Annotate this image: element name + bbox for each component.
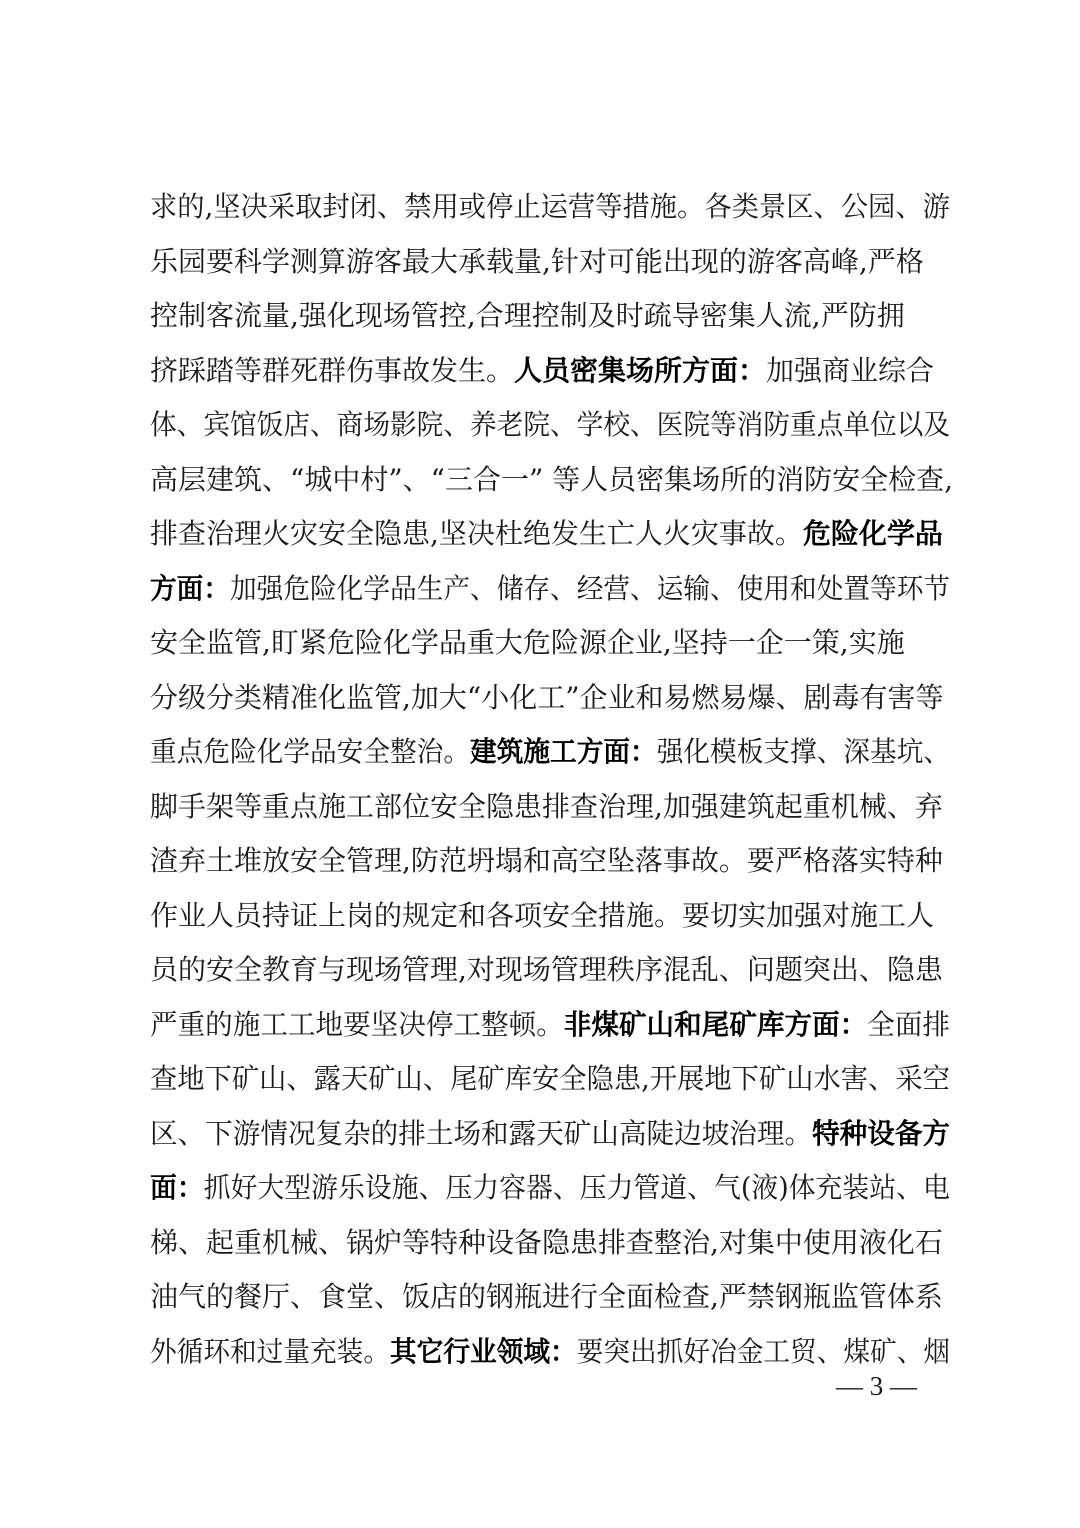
text-line [150,998,951,1053]
body-text: 油气的餐厅、食堂、饭店的钢瓶进行全面检查,严禁钢瓶监管体系 [150,1280,943,1313]
section-heading: 人员密集场所方面： [514,353,767,387]
document-body [150,180,954,1379]
section-heading: 方面： [150,571,231,605]
section-heading: 危险化学品 [802,517,943,550]
text-line [150,616,950,671]
body-text: 全面排 [867,1007,951,1041]
section-heading: 其它行业领域： [390,1334,577,1368]
body-text: 排查治理火灾安全隐患,坚决杜绝发生亡人火灾事故。 [150,517,803,550]
section-heading: 面： [150,1171,204,1204]
body-text: 加强危险化学品生产、储存、经营、运输、使用和处置等环节 [230,571,951,605]
text-line [150,453,954,508]
body-text: 抓好大型游乐设施、压力容器、压力管道、气(液)体充装站、电 [203,1171,950,1204]
text-line [150,725,951,780]
text-line [150,1052,950,1107]
text-line [150,180,950,235]
text-line [150,562,951,617]
text-line [150,1216,950,1271]
text-line [150,834,950,889]
body-text: 强化模板支撑、深基坑、 [656,735,951,768]
body-text: 查地下矿山、露天矿山、尾矿库安全隐患,开展地下矿山水害、采空 [150,1062,950,1095]
text-line [150,235,950,290]
body-text: 体、宾馆饭店、商场影院、养老院、学校、医院等消防重点单位以及 [150,408,951,441]
body-text: 区、下游情况复杂的排土场和露天矿山高陡边坡治理。 [150,1116,813,1150]
body-text: 乐园要科学测算游客最大承载量,针对可能出现的游客高峰,严格 [150,244,924,278]
body-text: 安全监管,盯紧危险化学品重大危险源企业,坚持一企一策,实施 [150,626,905,659]
body-text: 控制客流量,强化现场管控,合理控制及时疏导密集人流,严防拥 [150,299,905,332]
text-line [150,889,950,944]
text-line [150,1107,951,1162]
text-line [150,671,950,726]
section-heading: 非煤矿山和尾矿库方面： [563,1007,868,1041]
text-line [150,1325,951,1380]
text-line [150,943,950,998]
body-text: 脚手架等重点施工部位安全隐患排查治理,加强建筑起重机械、弃 [150,789,943,823]
section-heading: 特种设备方 [812,1116,951,1150]
text-line [150,780,950,835]
body-text: 分级分类精准化监管,加大“小化工”企业和易燃易爆、剧毒有害等 [150,680,944,714]
body-text: 梯、起重机械、锅炉等特种设备隐患排查整治,对集中使用液化石 [150,1225,943,1259]
body-text: 求的,坚决采取封闭、禁用或停止运营等措施。各类景区、公园、游 [150,190,950,223]
body-text: 挤踩踏等群死群伤事故发生。 [150,353,515,387]
body-text: 外循环和过量充装。 [150,1334,391,1368]
text-line [150,1270,950,1325]
body-text: 渣弃土堆放安全管理,防范坍塌和高空坠落事故。要严格落实特种 [150,844,943,877]
text-line [150,1161,950,1216]
body-text: 加强商业综合 [766,353,935,387]
text-line [150,398,951,453]
body-text: 员的安全教育与现场管理,对现场管理秩序混乱、问题突出、隐患 [150,953,943,986]
body-text: 作业人员持证上岗的规定和各项安全措施。要切实加强对施工人 [150,898,935,932]
text-line [150,507,950,562]
body-text: 高层建筑、“城中村”、“三合一” 等人员密集场所的消防安全检查, [150,462,954,496]
section-heading: 建筑施工方面： [470,735,657,768]
body-text: 重点危险化学品安全整治。 [150,735,471,768]
body-text: 要突出抓好冶金工贸、煤矿、烟 [576,1334,951,1368]
page-number: — 3 — [836,1371,917,1401]
text-line [150,344,950,399]
body-text: 严重的施工工地要坚决停工整顿。 [150,1007,564,1041]
text-line [150,289,950,344]
